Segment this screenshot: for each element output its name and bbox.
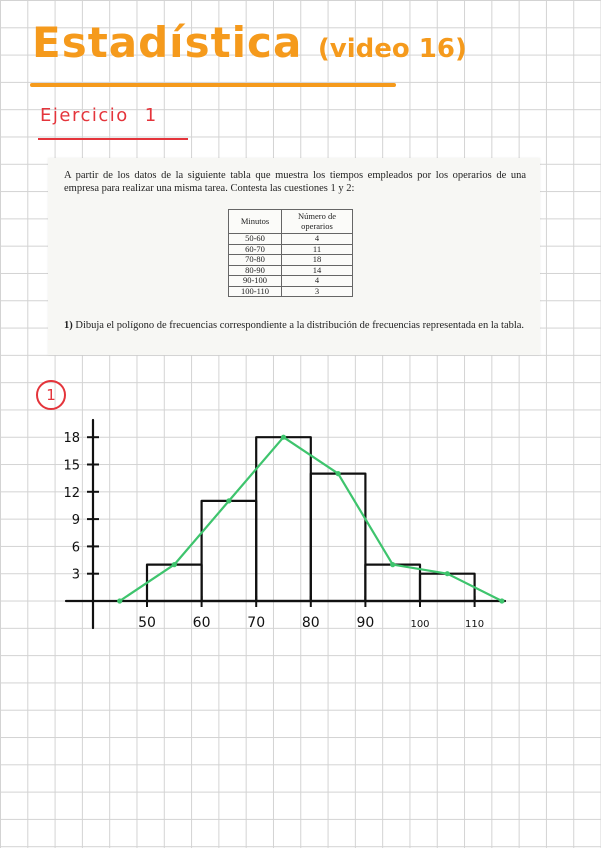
x-tick-label: 80 [301, 615, 320, 631]
exercise-number: 1 [144, 105, 158, 126]
histogram-bar [256, 437, 311, 601]
x-tick-label: 50 [138, 615, 156, 631]
table-header-workers: Número de operarios [282, 210, 353, 234]
table-cell-count: 4 [282, 276, 353, 287]
x-tick-label: 60 [192, 615, 211, 631]
polygon-point [117, 598, 122, 603]
x-tick-label: 110 [465, 619, 485, 630]
histogram-bar [311, 474, 366, 601]
y-tick-label: 6 [71, 540, 80, 556]
x-tick-label: 90 [356, 615, 375, 631]
histogram-bar [202, 501, 257, 601]
y-tick-label: 3 [71, 567, 80, 583]
table-cell-interval: 70-80 [229, 255, 282, 266]
histogram-bar [365, 565, 420, 601]
question-text: Dibuja el polígono de frecuencias correspondiente a la distribución de frecuencias representada en la tabla. [75, 320, 525, 331]
x-tick-label: 70 [247, 615, 266, 631]
y-tick-label: 15 [63, 458, 80, 474]
polygon-point [336, 471, 341, 476]
x-tick-label: 100 [410, 619, 430, 630]
polygon-point [226, 498, 231, 503]
table-header-minutes: Minutos [229, 210, 282, 234]
y-tick-label: 12 [63, 485, 80, 501]
table-cell-count: 3 [282, 286, 353, 297]
polygon-point [445, 571, 450, 576]
polygon-point [172, 562, 177, 567]
table-cell-count: 14 [282, 265, 353, 276]
histogram-bar [420, 574, 475, 601]
table-cell-count: 18 [282, 255, 353, 266]
table-cell-count: 11 [282, 244, 353, 255]
histogram-bars [147, 437, 475, 601]
polygon-point [499, 598, 504, 603]
table-cell-interval: 90-100 [229, 276, 282, 287]
exercise-label: Ejercicio [40, 105, 129, 126]
answer-number-circle: 1 [36, 380, 66, 410]
title-subtitle: (video 16) [317, 34, 467, 64]
polygon-point [281, 435, 286, 440]
y-tick-label: 18 [63, 431, 80, 447]
table-cell-interval: 60-70 [229, 244, 282, 255]
table-cell-interval: 100-110 [229, 286, 282, 297]
table-cell-count: 4 [282, 234, 353, 245]
table-cell-interval: 80-90 [229, 265, 282, 276]
histogram-bar [147, 565, 202, 601]
polygon-point [390, 562, 395, 567]
title-main: Estadística [32, 18, 303, 67]
exercise-statement: A partir de los datos de la siguiente tabla que muestra los tiempos empleados por los operarios de una empresa para realizar una misma tarea. Contesta las cuestiones 1 y 2: [64, 170, 526, 194]
y-tick-label: 9 [71, 513, 80, 529]
question-number: 1) [64, 320, 73, 331]
table-cell-interval: 50-60 [229, 234, 282, 245]
